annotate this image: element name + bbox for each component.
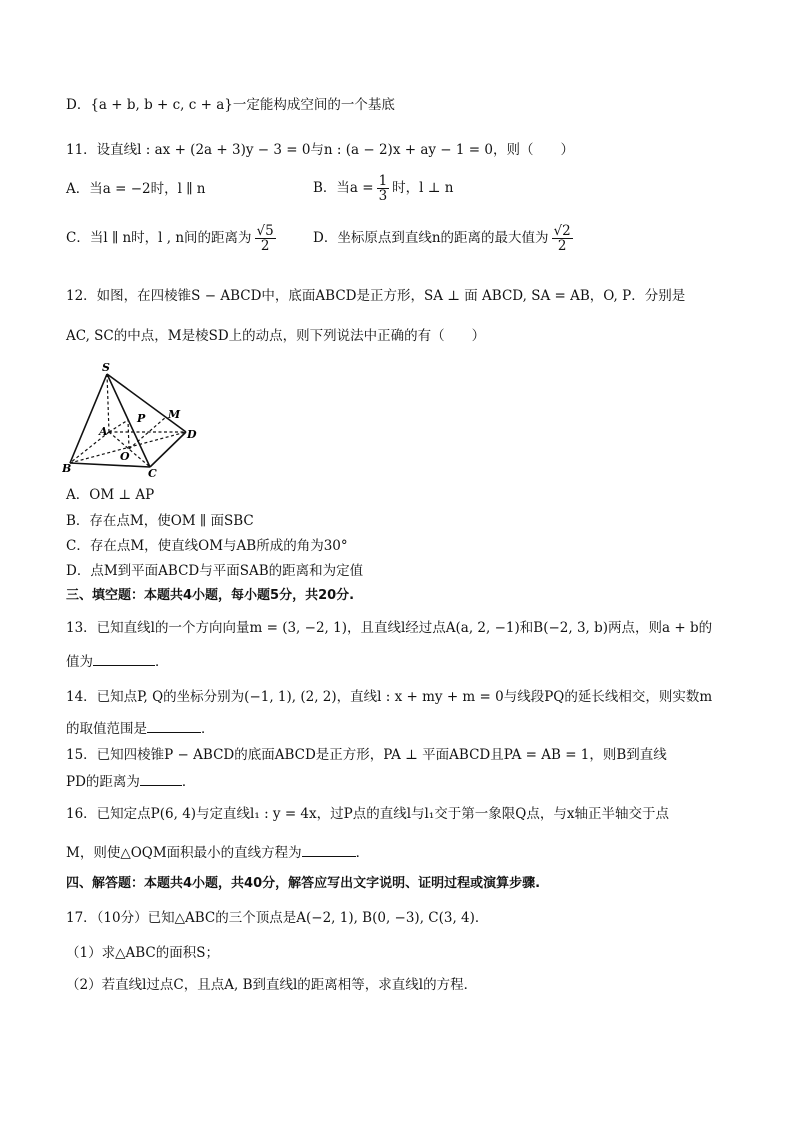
q11-option-c-prefix: C．当l ∥ n时，l , n间的距离为 bbox=[66, 230, 252, 246]
label-b: B bbox=[62, 462, 72, 475]
q11-option-b bbox=[313, 174, 453, 203]
segment-ap bbox=[109, 420, 128, 432]
answer-blank bbox=[93, 653, 155, 666]
q16-line2-suffix: ． bbox=[355, 845, 370, 861]
label-m: M bbox=[168, 408, 181, 421]
section3-title: 三、填空题：本题共4小题，每小题5分，共20分. bbox=[66, 588, 355, 603]
q15-line1: 15．已知四棱锥P − ABCD的底面ABCD是正方形，PA ⊥ 平面ABCD且PA = AB = 1，则B到直线 bbox=[66, 747, 667, 763]
edge-sd bbox=[107, 374, 186, 432]
label-o: O bbox=[120, 450, 130, 463]
q16-line2-prefix: M，则使△OQM面积最小的直线方程为 bbox=[66, 845, 302, 861]
q12-option-a: A．OM ⊥ AP bbox=[66, 487, 155, 503]
edge-bc bbox=[70, 463, 150, 467]
section4-title: 四、解答题：本题共4小题，共40分，解答应写出文字说明、证明过程或演算步骤. bbox=[66, 876, 541, 891]
fraction-numerator: 1 bbox=[378, 173, 388, 189]
segment-op bbox=[128, 420, 129, 449]
q12-stem-line2: AC, SC的中点，M是棱SD上的动点，则下列说法中正确的有（ ） bbox=[66, 328, 486, 344]
q17-stem: 17．（10分）已知△ABC的三个顶点是A(−2, 1), B(0, −3), C(3, 4)． bbox=[66, 910, 489, 926]
answer-blank bbox=[140, 773, 182, 786]
edge-sb bbox=[70, 374, 107, 463]
q14-line2-prefix: 的取值范围是 bbox=[66, 721, 147, 737]
q17-part2: （2）若直线l过点C，且点A, B到直线l的距离相等，求直线l的方程． bbox=[66, 977, 478, 993]
fraction-denominator: 3 bbox=[378, 188, 388, 204]
q15-line2-suffix: ． bbox=[181, 774, 196, 790]
q12-stem-line1: 12．如图，在四棱锥S − ABCD中，底面ABCD是正方形，SA ⊥ 面 ABCD, SA = AB，O, P．分别是 bbox=[66, 288, 686, 304]
label-p: P bbox=[137, 412, 146, 425]
fraction-denominator: 2 bbox=[260, 238, 270, 254]
q15-line2-prefix: PD的距离为 bbox=[66, 774, 140, 790]
q11-option-b-suffix: 时，l ⊥ n bbox=[392, 180, 454, 196]
q13-line2-prefix: 值为 bbox=[66, 654, 93, 670]
q14-line2 bbox=[66, 720, 215, 738]
fraction-numerator: √5 bbox=[256, 223, 274, 239]
q11-option-b-fraction bbox=[377, 174, 390, 203]
edge-sa bbox=[107, 374, 109, 432]
q11-option-d-prefix: D．坐标原点到直线n的距离的最大值为 bbox=[313, 230, 549, 246]
q17-part1: （1）求△ABC的面积S； bbox=[66, 945, 219, 961]
q13-line2 bbox=[66, 653, 169, 671]
q11-option-c bbox=[66, 224, 279, 253]
q16-line2 bbox=[66, 844, 369, 862]
q13-line2-suffix: ． bbox=[155, 654, 169, 670]
q11-option-d-fraction bbox=[552, 224, 573, 253]
label-a: A bbox=[99, 425, 108, 438]
fraction-denominator: 2 bbox=[557, 238, 567, 254]
q13-line1: 13．已知直线l的一个方向向量m = (3, −2, 1)，且直线l经过点A(a, 2, −1)和B(−2, 3, b)两点，则a + b的 bbox=[66, 620, 713, 636]
q12-option-b: B．存在点M，使OM ∥ 面SBC bbox=[66, 513, 254, 529]
q16-line1: 16．已知定点P(6, 4)与定直线l₁ : y = 4x，过P点的直线l与l₁交于第一象限Q点，与x轴正半轴交于点 bbox=[66, 806, 669, 822]
q15-line2 bbox=[66, 773, 195, 791]
q11-option-d bbox=[313, 224, 576, 253]
q11-option-c-fraction bbox=[255, 224, 276, 253]
answer-blank bbox=[302, 844, 356, 857]
label-d: D bbox=[187, 428, 197, 441]
label-s: S bbox=[102, 361, 110, 374]
answer-blank bbox=[147, 720, 201, 733]
q11-option-b-prefix: B．当a = bbox=[313, 180, 374, 196]
q10-option-d: D．{a + b, b + c, c + a}一定能构成空间的一个基底 bbox=[66, 97, 395, 113]
q14-line1: 14．已知点P, Q的坐标分别为(−1, 1), (2, 2)，直线l : x + my + m = 0与线段PQ的延长线相交，则实数m bbox=[66, 689, 713, 705]
q12-option-c: C．存在点M，使直线OM与AB所成的角为30° bbox=[66, 538, 348, 554]
q14-line2-suffix: ． bbox=[201, 721, 215, 737]
fraction-numerator: √2 bbox=[553, 223, 571, 239]
q11-option-a: A．当a = −2时，l ∥ n bbox=[66, 181, 206, 197]
label-c: C bbox=[148, 467, 157, 478]
q11-stem: 11．设直线l : ax + (2a + 3)y − 3 = 0与n : (a − 2)x + ay − 1 = 0，则（ ） bbox=[66, 142, 574, 158]
q12-option-d: D．点M到平面ABCD与平面SAB的距离和为定值 bbox=[66, 563, 364, 579]
pyramid-figure bbox=[62, 360, 197, 478]
